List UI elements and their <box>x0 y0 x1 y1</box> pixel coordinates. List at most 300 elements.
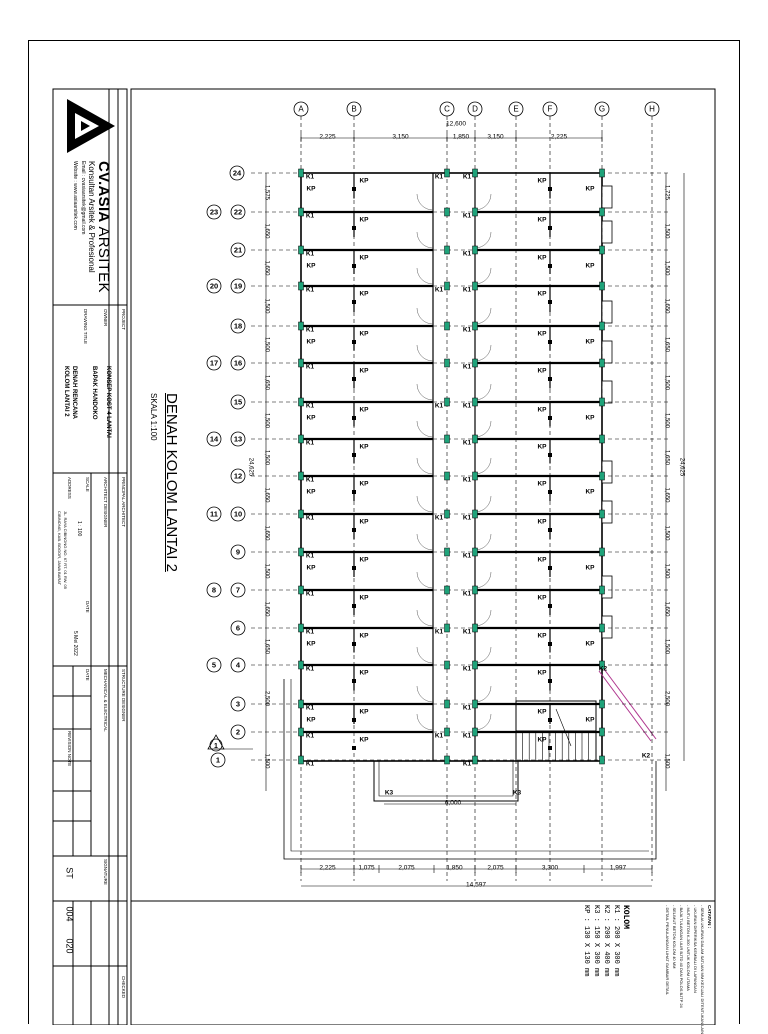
column-kp <box>548 264 552 268</box>
axis-label-col: B <box>351 104 357 114</box>
dim-text-right: 1,500 <box>663 638 670 655</box>
column-tag: K1 <box>305 704 315 712</box>
column-kp <box>548 300 552 304</box>
column-k1 <box>600 435 605 443</box>
dim-text-right: 1,500 <box>663 374 670 391</box>
column-tag-kp: KP <box>537 254 547 262</box>
column-tag-kp: KP <box>537 708 547 716</box>
column-tag: K1 <box>462 439 472 447</box>
door-swing <box>475 345 491 361</box>
column-tag-kp: KP <box>537 632 547 640</box>
column-k1 <box>445 700 450 708</box>
door-swing <box>417 384 433 400</box>
column-tag: K1 <box>462 326 472 334</box>
column-k1 <box>445 586 450 594</box>
dim-text-left: 2,500 <box>263 690 270 707</box>
column-tag: K1 <box>305 514 315 522</box>
column-k1 <box>600 586 605 594</box>
column-tag-kp: KP <box>359 290 369 298</box>
door-swing <box>475 572 491 588</box>
column-tag: K1 <box>305 476 315 484</box>
column-tag: K1 <box>462 250 472 258</box>
dim-text-right: 2,500 <box>663 690 670 707</box>
revision-label: REVISION NOTE <box>67 731 72 767</box>
column-kp <box>548 528 552 532</box>
column-tag-kp: KP <box>359 406 369 414</box>
dim-text: 3,150 <box>487 133 504 141</box>
column-kp <box>548 642 552 646</box>
axis-label-row: 6 <box>235 623 241 633</box>
column-k1 <box>299 586 304 594</box>
column-k1 <box>445 624 450 632</box>
axis-label-row: 19 <box>233 281 243 291</box>
axis-label-row: 22 <box>233 207 243 217</box>
dim-text-left: 1,650 <box>263 374 270 391</box>
note-line: - UKURAN DIPERIKSA KEMBALI DI LAPANGAN <box>693 905 698 993</box>
door-swing <box>417 534 433 550</box>
column-tag-k2: K2 <box>598 665 608 673</box>
column-k1 <box>473 169 478 177</box>
column-k1 <box>473 208 478 216</box>
column-k1 <box>473 282 478 290</box>
door-swing <box>417 686 433 702</box>
column-kp <box>352 490 356 494</box>
column-kp <box>548 566 552 570</box>
door-swing <box>475 268 491 284</box>
door-swing <box>475 496 491 512</box>
column-kp <box>352 679 356 683</box>
door-swing <box>417 308 433 324</box>
dim-text-right: 1,500 <box>663 525 670 541</box>
column-tag: K1 <box>305 250 315 258</box>
column-tag: K1 <box>305 732 315 740</box>
column-k1 <box>299 510 304 518</box>
column-kp <box>352 300 356 304</box>
dim-total: 12,600 <box>446 120 466 128</box>
dim-total: 14,597 <box>466 881 486 889</box>
date-label-2: DATE <box>85 669 90 681</box>
column-k1 <box>473 322 478 330</box>
company-email: Email : cvasiaarsitek@gmail.com <box>80 161 86 235</box>
dim-text-right: 1,650 <box>663 298 670 314</box>
column-k1 <box>600 322 605 330</box>
dim-text: 2,225 <box>319 864 336 872</box>
column-kp <box>548 490 552 494</box>
column-kp <box>548 187 552 191</box>
company-website: Website : www.asiaarsitek.com <box>72 161 78 230</box>
column-tag-kp: KP <box>306 185 316 193</box>
axis-label-row: 14 <box>209 434 219 444</box>
axis-label-row: 1 <box>215 755 221 765</box>
dim-total-left: 24,625 <box>247 457 254 477</box>
drawing-title-label: DRAWING TITLE <box>83 309 88 345</box>
scale-label: SCALE <box>85 477 90 492</box>
column-tag: K1 <box>305 363 315 371</box>
column-k1 <box>473 586 478 594</box>
sheet-number: 004 <box>64 906 75 922</box>
column-k1 <box>299 756 304 764</box>
door-swing <box>417 496 433 512</box>
dim-text-left: 1,500 <box>263 563 270 579</box>
door-swing <box>417 421 433 437</box>
column-tag: K1 <box>434 514 444 522</box>
column-k1 <box>473 756 478 764</box>
column-tag: K1 <box>462 704 472 712</box>
column-kp <box>352 566 356 570</box>
column-k1 <box>299 169 304 177</box>
company-logo <box>67 99 115 153</box>
axis-label-row: 15 <box>233 397 243 407</box>
column-k1 <box>299 728 304 736</box>
axis-label-row: 20 <box>209 281 219 291</box>
axis-label-row: 17 <box>209 358 219 368</box>
column-tag-kp: KP <box>359 330 369 338</box>
column-kp <box>548 679 552 683</box>
door-swing <box>417 345 433 361</box>
dim-text-right: 1,500 <box>663 223 670 239</box>
column-k1 <box>473 548 478 556</box>
axis-label-row: 7 <box>235 585 241 595</box>
column-tag: K1 <box>305 665 315 673</box>
column-tag-kp: KP <box>537 443 547 451</box>
checked-label: CHECKED <box>121 976 126 999</box>
signature-label: SIGNATURE <box>103 859 108 885</box>
column-tag-k2: K2 <box>641 752 651 760</box>
dim-text-left: 1,500 <box>263 412 270 429</box>
axis-label-col: E <box>513 104 519 114</box>
plan-scale: SKALA 1:100 <box>149 393 158 441</box>
column-k1 <box>299 472 304 480</box>
column-k1 <box>299 246 304 254</box>
note-line: - DETAIL PENULANGAN LIHAT GAMBAR DETAIL <box>665 905 670 996</box>
column-k1 <box>473 510 478 518</box>
drawing-title-line2: KOLOM LANTAI 2 <box>63 366 69 417</box>
dim-text-left: 1,500 <box>263 336 270 353</box>
column-tag-kp: KP <box>585 414 595 422</box>
column-kp <box>352 718 356 722</box>
dim-text-left: 1,575 <box>263 184 270 201</box>
dim-text-right: 1,500 <box>663 563 670 579</box>
column-tag-kp: KP <box>359 708 369 716</box>
legend-item-k3: K3 : 150 X 300 mm <box>592 905 600 977</box>
column-tag-kp: KP <box>537 669 547 677</box>
note-line: - BAJA TULANGAN ULIR BJTD 40 DAN POLOS BJTP 24 <box>679 905 684 1008</box>
column-tag: K1 <box>462 476 472 484</box>
project-value: KONSEP KOST 4 LANTAI <box>105 366 111 438</box>
column-k1 <box>299 624 304 632</box>
column-kp <box>548 340 552 344</box>
column-k1 <box>299 548 304 556</box>
door-swing <box>475 384 491 400</box>
column-tag: K1 <box>305 552 315 560</box>
dim-text-left: 1,500 <box>263 753 270 769</box>
column-k1 <box>299 398 304 406</box>
terrace-inner <box>379 761 513 796</box>
column-tag-kp: KP <box>537 290 547 298</box>
axis-label-row: 5 <box>211 660 217 670</box>
column-k1 <box>445 435 450 443</box>
sheet-code: ST <box>64 867 75 879</box>
column-kp <box>352 604 356 608</box>
door-swing <box>417 610 433 626</box>
column-k1 <box>299 661 304 669</box>
door-swing <box>475 610 491 626</box>
column-kp <box>548 377 552 381</box>
column-tag: K1 <box>305 402 315 410</box>
column-kp <box>548 226 552 230</box>
axis-label-col: A <box>298 104 304 114</box>
column-tag-kp: KP <box>537 330 547 338</box>
column-tag-kp: KP <box>537 556 547 564</box>
column-k1 <box>299 700 304 708</box>
column-tag-kp: KP <box>537 736 547 744</box>
address-label: ADDRESS <box>67 477 72 499</box>
column-k1 <box>299 435 304 443</box>
column-k1 <box>445 548 450 556</box>
column-tag: K1 <box>462 628 472 636</box>
dim-text-left: 1,650 <box>263 601 270 617</box>
axis-label-row: 2 <box>235 727 241 737</box>
column-kp <box>352 187 356 191</box>
column-tag-kp: KP <box>359 177 369 185</box>
dim-text: 1,997 <box>609 864 627 872</box>
column-k1 <box>473 700 478 708</box>
column-kp <box>352 340 356 344</box>
axis-label-col: D <box>472 104 478 114</box>
column-k1 <box>445 661 450 669</box>
column-tag: K1 <box>462 552 472 560</box>
column-tag: K1 <box>434 732 444 740</box>
dim-text-right: 1,650 <box>663 601 670 617</box>
door-swing <box>417 572 433 588</box>
column-kp <box>352 416 356 420</box>
column-k1 <box>473 472 478 480</box>
dim-text: 2,225 <box>550 133 568 141</box>
door-swing <box>417 458 433 474</box>
column-tag-kp: KP <box>306 262 316 270</box>
column-k1 <box>473 246 478 254</box>
column-kp <box>352 528 356 532</box>
dim-text-left: 1,500 <box>263 298 270 314</box>
dim-text: 3,300 <box>541 864 559 872</box>
notes-heading: CATATAN : <box>707 905 712 929</box>
column-tag-kp: KP <box>359 669 369 677</box>
column-tag: K1 <box>305 628 315 636</box>
column-kp <box>352 264 356 268</box>
column-k1 <box>600 624 605 632</box>
column-k1 <box>299 322 304 330</box>
column-tag: K1 <box>434 628 444 636</box>
column-tag-kp: KP <box>537 518 547 526</box>
column-tag-kp: KP <box>585 338 595 346</box>
dim-inner: 6,000 <box>444 799 462 807</box>
column-k1 <box>600 510 605 518</box>
door-swing <box>475 458 491 474</box>
balcony-box <box>602 221 612 243</box>
section-marker-label: 1 <box>214 742 218 750</box>
column-k1 <box>473 398 478 406</box>
axis-label-row: 12 <box>233 471 243 481</box>
door-swing <box>475 308 491 324</box>
column-k1 <box>299 208 304 216</box>
balcony-box <box>602 301 612 323</box>
column-tag-kp: KP <box>306 488 316 496</box>
date-label: DATE <box>85 601 90 613</box>
company-name-bold: CV.ASIA <box>95 161 112 223</box>
column-tag: K1 <box>434 402 444 410</box>
column-k1 <box>600 169 605 177</box>
dim-text-left: 1,650 <box>263 487 270 503</box>
column-tag-kp: KP <box>306 716 316 724</box>
column-tag-k3: K3 <box>512 789 522 797</box>
column-tag-kp: KP <box>585 488 595 496</box>
dim-text-left: 1,500 <box>263 449 270 466</box>
architect-label: ARCHITECT DESIGNER <box>103 477 108 528</box>
column-k1 <box>445 322 450 330</box>
project-label: PROJECT <box>121 309 126 331</box>
column-tag-kp: KP <box>585 185 595 193</box>
dim-text-right: 1,500 <box>663 412 670 429</box>
address-line1: JL. RAYA CIBINONG NO. 67 RT. 01 RW. 05 <box>63 511 68 589</box>
structure-label: STRUCTURE DESIGNER <box>121 669 126 722</box>
axis-label-col: H <box>649 104 655 114</box>
door-swing <box>475 686 491 702</box>
column-k1 <box>445 472 450 480</box>
column-kp <box>548 604 552 608</box>
axis-label-row: 11 <box>210 509 218 519</box>
door-swing <box>475 421 491 437</box>
column-k1 <box>473 661 478 669</box>
column-kp <box>352 226 356 230</box>
dim-total-right: 24,625 <box>678 457 685 477</box>
balcony-box <box>602 186 612 208</box>
door-swing <box>475 232 491 248</box>
column-tag-kp: KP <box>537 406 547 414</box>
column-tag: K1 <box>305 439 315 447</box>
door-swing <box>475 714 491 730</box>
column-kp <box>352 642 356 646</box>
floor-plan-generated <box>207 102 684 889</box>
column-k1 <box>600 700 605 708</box>
dim-text-right: 1,500 <box>663 260 670 276</box>
column-tag-kp: KP <box>537 594 547 602</box>
column-tag: K1 <box>462 665 472 673</box>
column-tag-kp: KP <box>359 480 369 488</box>
drawing-canvas <box>29 41 741 1025</box>
column-k1 <box>600 756 605 764</box>
ramp-line <box>599 671 651 741</box>
column-k1 <box>600 359 605 367</box>
scale-value: 1 : 100 <box>76 521 82 537</box>
door-swing <box>475 534 491 550</box>
door-swing <box>417 714 433 730</box>
drawing-title-line1: DENAH RENCANA <box>71 366 77 420</box>
axis-label-row: 23 <box>209 207 219 217</box>
column-tag: K1 <box>462 286 472 294</box>
column-tag: K1 <box>434 173 444 181</box>
column-kp <box>352 453 356 457</box>
dim-text: 2,075 <box>487 864 504 872</box>
dim-text: 1,075 <box>358 864 375 872</box>
column-tag: K1 <box>305 590 315 598</box>
company-tagline: Konsultan Arsitek & Profesional <box>87 161 96 273</box>
axis-label-col: C <box>444 104 450 114</box>
terrace-outline <box>374 761 518 801</box>
column-k1 <box>600 282 605 290</box>
dim-text-left: 1,650 <box>263 638 270 655</box>
legend-item-k1: K1 : 200 X 300 mm <box>612 905 620 977</box>
dim-text-left: 1,650 <box>263 525 270 541</box>
door-swing <box>475 194 491 210</box>
address-line2: CIBINONG, KAB. BOGOR, JAWA BARAT <box>57 511 62 586</box>
column-tag: K1 <box>462 514 472 522</box>
column-tag-kp: KP <box>359 216 369 224</box>
door-swing <box>417 268 433 284</box>
column-kp <box>548 416 552 420</box>
column-tag-kp: KP <box>306 414 316 422</box>
dim-text: 1,850 <box>452 133 470 141</box>
column-k1 <box>600 246 605 254</box>
column-tag-kp: KP <box>359 736 369 744</box>
axis-label-row: 18 <box>233 321 243 331</box>
plan-frame <box>131 89 715 1025</box>
column-k1 <box>445 510 450 518</box>
column-tag-kp: KP <box>537 177 547 185</box>
date-value: 5 Mei 2022 <box>72 631 78 656</box>
column-kp <box>352 746 356 750</box>
column-k1 <box>445 756 450 764</box>
column-k1 <box>445 359 450 367</box>
column-tag-kp: KP <box>359 443 369 451</box>
column-k1 <box>473 728 478 736</box>
column-tag-kp: KP <box>359 367 369 375</box>
column-k1 <box>445 246 450 254</box>
column-tag: K1 <box>305 760 315 768</box>
axis-label-row: 13 <box>233 434 243 444</box>
building-outline <box>301 173 602 761</box>
note-line: - SELIMUT BETON KOLOM 40 MM <box>672 905 677 969</box>
column-tag: K1 <box>305 212 315 220</box>
column-tag: K1 <box>462 173 472 181</box>
door-swing <box>417 647 433 663</box>
column-tag-kp: KP <box>306 338 316 346</box>
door-swing <box>475 647 491 663</box>
dim-text-right: 1,500 <box>663 753 670 769</box>
column-kp <box>548 453 552 457</box>
door-swing <box>417 232 433 248</box>
column-k1 <box>473 624 478 632</box>
column-k1 <box>445 398 450 406</box>
column-k1 <box>473 359 478 367</box>
column-k1 <box>600 728 605 736</box>
dim-text: 2,225 <box>319 133 336 141</box>
column-tag-kp: KP <box>359 254 369 262</box>
column-tag-kp: KP <box>537 480 547 488</box>
axis-label-row: 3 <box>235 699 241 709</box>
axis-label-row: 21 <box>233 245 243 255</box>
column-tag: K1 <box>462 212 472 220</box>
column-tag: K1 <box>462 760 472 768</box>
column-tag-kp: KP <box>306 640 316 648</box>
column-tag: K1 <box>305 326 315 334</box>
column-tag: K1 <box>462 590 472 598</box>
legend-item-k2: K2 : 200 X 400 mm <box>602 905 610 977</box>
axis-label-row: 24 <box>232 168 242 178</box>
axis-label-row: 16 <box>233 358 243 368</box>
column-kp <box>352 377 356 381</box>
column-tag: K1 <box>462 402 472 410</box>
column-tag-kp: KP <box>359 632 369 640</box>
